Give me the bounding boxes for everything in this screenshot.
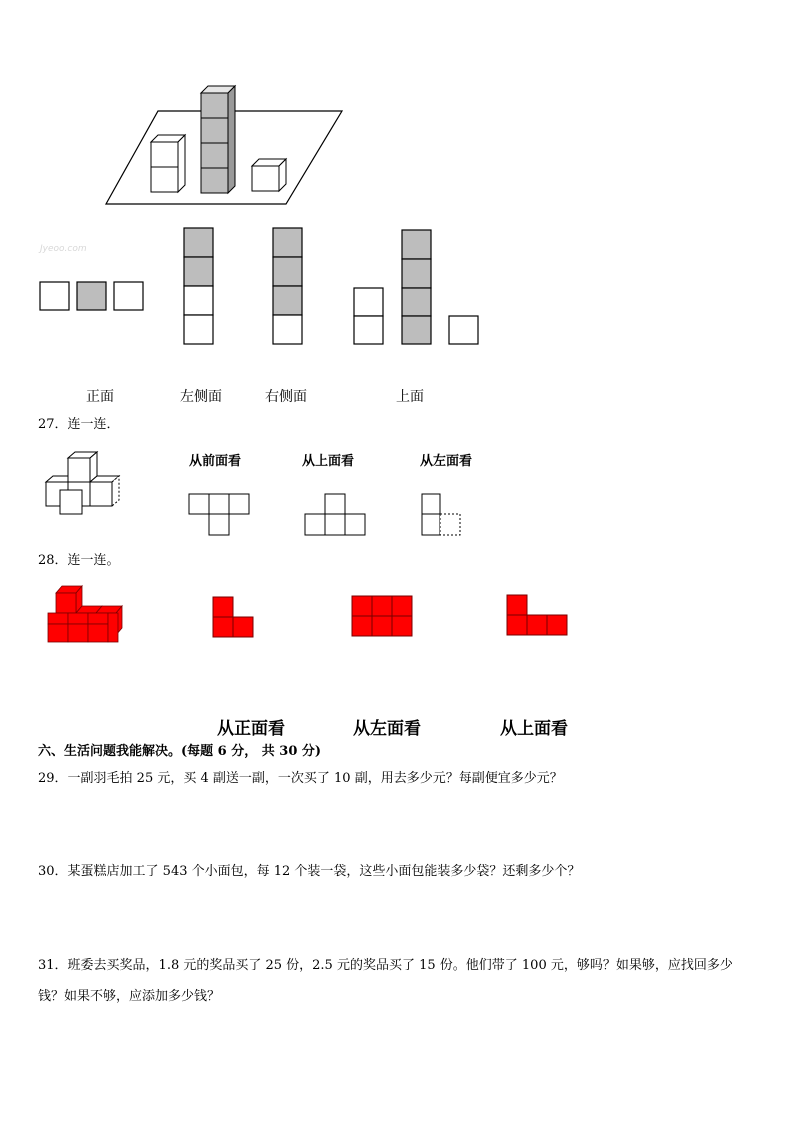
square	[184, 228, 213, 257]
view-label-left: 左侧面	[180, 389, 222, 405]
q28-shape-b	[351, 595, 413, 637]
q28-label-top: 从上面看	[500, 719, 568, 739]
square	[184, 286, 213, 315]
square	[114, 282, 143, 310]
square	[354, 288, 383, 316]
square	[449, 316, 478, 344]
q27-solid-figure	[42, 450, 134, 520]
square	[354, 316, 383, 344]
square	[273, 228, 302, 257]
square	[184, 315, 213, 344]
single-cube	[252, 159, 286, 191]
square	[273, 315, 302, 344]
q27-label-top: 从上面看	[302, 454, 355, 469]
q28-shape-c	[506, 594, 570, 636]
view-label-right: 右侧面	[265, 389, 307, 405]
view-label-top: 上面	[396, 389, 424, 405]
square	[402, 316, 431, 344]
square	[273, 286, 302, 315]
q28-label-front: 从正面看	[217, 719, 285, 739]
q28-shape-a	[212, 596, 256, 638]
square	[402, 259, 431, 288]
square	[184, 257, 213, 286]
q28-label-left: 从左面看	[353, 719, 421, 739]
section-heading: 六、生活问题我能解决。(每题 6 分， 共 30 分)	[38, 744, 322, 759]
q28-solid-figure	[44, 583, 128, 645]
tall-stack	[201, 86, 235, 193]
q27-title: 27．连一连．	[38, 417, 120, 432]
left-stack	[151, 135, 185, 192]
square	[40, 282, 69, 310]
q27-label-left: 从左面看	[420, 454, 473, 469]
q29-text: 29．一副羽毛拍 25 元，买 4 副送一副，一次买了 10 副，用去多少元？每副便宜多少元？	[38, 771, 563, 786]
q27-view-front	[188, 493, 250, 537]
q27-label-front: 从前面看	[189, 454, 242, 469]
q31-text-line1: 31．班委去买奖品，1.8 元的奖品买了 25 份，2.5 元的奖品买了 15 份。他们带了 100 元，够吗？如果够，应找回多少	[38, 958, 733, 973]
q31-text-line2: 钱？如果不够，应添加多少钱？	[38, 989, 221, 1004]
square	[273, 257, 302, 286]
square	[402, 230, 431, 259]
view-label-front: 正面	[86, 389, 114, 405]
q27-view-left	[421, 493, 465, 537]
q28-title: 28．连一连。	[38, 553, 120, 568]
watermark: Jyeoo.com	[40, 244, 87, 254]
square	[77, 282, 106, 310]
square	[402, 288, 431, 316]
q27-view-top	[304, 493, 366, 537]
view-squares-figure	[38, 226, 483, 348]
q30-text: 30．某蛋糕店加工了 543 个小面包，每 12 个装一袋，这些小面包能装多少袋？还剩多少个？	[38, 864, 581, 879]
cube-arrangement-figure	[100, 80, 350, 210]
